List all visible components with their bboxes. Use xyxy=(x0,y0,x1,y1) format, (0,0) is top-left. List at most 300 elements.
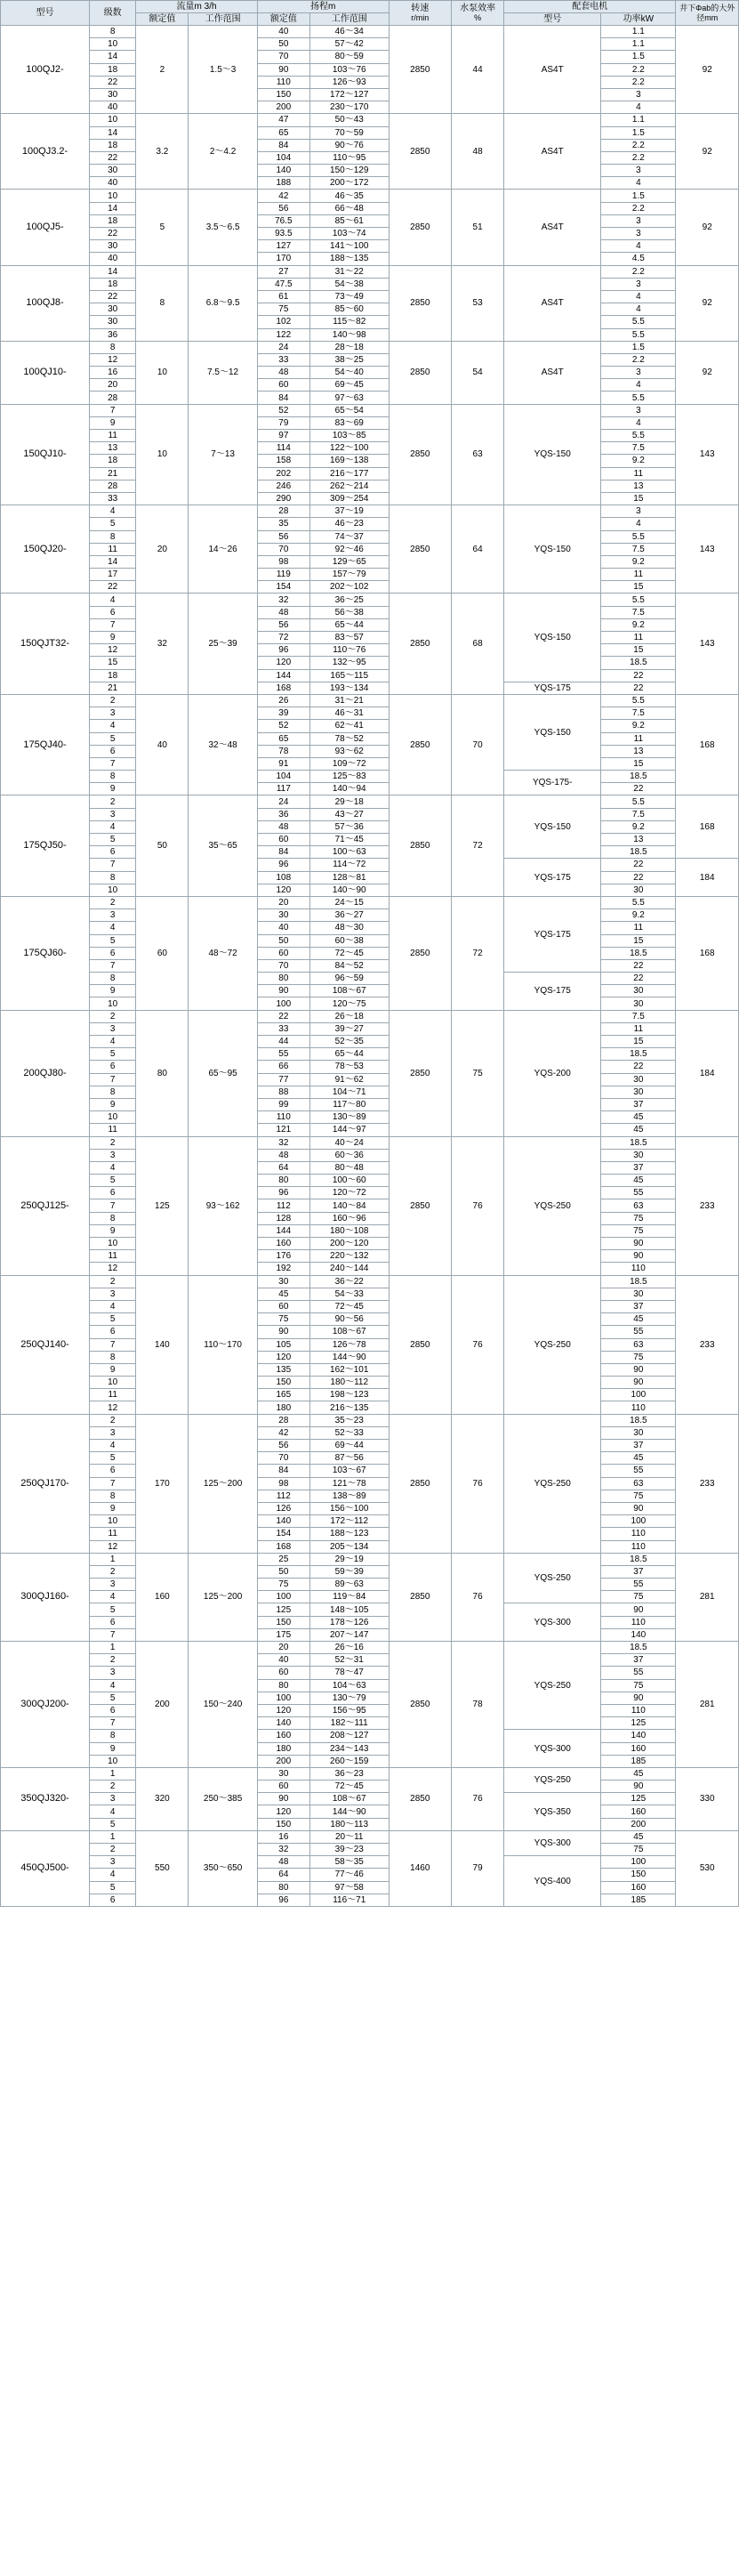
cell-head-rated: 98 xyxy=(257,1477,309,1490)
cell-head-range: 144～90 xyxy=(309,1805,389,1818)
table-row xyxy=(1,1440,739,1452)
cell-head-range: 150～129 xyxy=(309,165,389,177)
cell-head-range: 220～132 xyxy=(309,1250,389,1263)
cell-stage: 14 xyxy=(90,555,136,568)
cell-efficiency: 78 xyxy=(452,1642,504,1768)
cell-motor-model: YQS-150 xyxy=(504,795,601,859)
cell-model: 150QJT32- xyxy=(1,594,90,695)
cell-stage: 17 xyxy=(90,569,136,581)
cell-motor-power: 22 xyxy=(601,973,676,985)
cell-head-range: 60～36 xyxy=(309,1149,389,1161)
table-row xyxy=(1,518,739,530)
cell-stage: 40 xyxy=(90,177,136,190)
cell-head-range: 262～214 xyxy=(309,480,389,492)
cell-head-range: 114～72 xyxy=(309,859,389,871)
cell-head-range: 80～59 xyxy=(309,51,389,63)
cell-motor-power: 5.5 xyxy=(601,694,676,707)
table-row xyxy=(1,253,739,265)
cell-motor-model: AS4T xyxy=(504,26,601,114)
cell-motor-power: 15 xyxy=(601,757,676,770)
cell-head-range: 100～60 xyxy=(309,1175,389,1187)
cell-head-range: 36～25 xyxy=(309,594,389,606)
cell-flow-range: 7.5～12 xyxy=(189,341,257,404)
cell-head-range: 115～82 xyxy=(309,316,389,328)
table-row xyxy=(1,1692,739,1704)
table-row xyxy=(1,455,739,467)
cell-model: 100QJ5- xyxy=(1,190,90,265)
cell-motor-power: 9.2 xyxy=(601,909,676,922)
cell-stage: 5 xyxy=(90,834,136,846)
cell-head-rated: 154 xyxy=(257,1528,309,1540)
cell-head-rated: 99 xyxy=(257,1098,309,1110)
cell-head-rated: 120 xyxy=(257,657,309,669)
cell-head-rated: 60 xyxy=(257,1667,309,1679)
table-row xyxy=(1,871,739,884)
cell-motor-power: 18.5 xyxy=(601,1553,676,1565)
cell-head-rated: 44 xyxy=(257,1036,309,1048)
cell-motor-power: 140 xyxy=(601,1730,676,1742)
cell-head-rated: 175 xyxy=(257,1628,309,1641)
cell-head-rated: 32 xyxy=(257,1136,309,1149)
cell-stage: 7 xyxy=(90,404,136,416)
table-row xyxy=(1,38,739,51)
cell-flow-range: 150～240 xyxy=(189,1642,257,1768)
cell-motor-power: 11 xyxy=(601,569,676,581)
cell-motor-model: YQS-150 xyxy=(504,594,601,682)
cell-head-rated: 65 xyxy=(257,126,309,139)
cell-stage: 8 xyxy=(90,771,136,783)
cell-head-range: 54～40 xyxy=(309,367,389,379)
cell-head-range: 65～44 xyxy=(309,1048,389,1061)
cell-head-rated: 246 xyxy=(257,480,309,492)
table-row xyxy=(1,606,739,618)
cell-efficiency: 48 xyxy=(452,114,504,190)
table-row xyxy=(1,126,739,139)
cell-head-range: 198～123 xyxy=(309,1389,389,1401)
header-motor: 配套电机 xyxy=(504,1,676,13)
table-row xyxy=(1,416,739,429)
cell-stage: 8 xyxy=(90,871,136,884)
cell-motor-model: YQS-250 xyxy=(504,1553,601,1603)
cell-speed: 2850 xyxy=(389,190,451,265)
header-stages: 级数 xyxy=(90,1,136,26)
cell-motor-power: 55 xyxy=(601,1579,676,1591)
cell-stage: 1 xyxy=(90,1767,136,1780)
cell-motor-power: 2.2 xyxy=(601,265,676,278)
cell-diameter: 330 xyxy=(676,1767,739,1830)
table-row xyxy=(1,884,739,896)
cell-head-rated: 180 xyxy=(257,1742,309,1755)
cell-motor-power: 125 xyxy=(601,1717,676,1730)
cell-motor-power: 37 xyxy=(601,1654,676,1667)
cell-head-range: 216～177 xyxy=(309,467,389,480)
cell-head-rated: 98 xyxy=(257,555,309,568)
cell-flow-range: 110～170 xyxy=(189,1275,257,1414)
cell-stage: 12 xyxy=(90,1401,136,1414)
cell-motor-power: 160 xyxy=(601,1805,676,1818)
table-row xyxy=(1,1730,739,1742)
cell-motor-power: 18.5 xyxy=(601,947,676,959)
cell-head-range: 39～27 xyxy=(309,1022,389,1035)
cell-efficiency: 76 xyxy=(452,1767,504,1830)
cell-motor-power: 75 xyxy=(601,1351,676,1363)
cell-motor-power: 1.5 xyxy=(601,341,676,353)
table-row xyxy=(1,909,739,922)
cell-head-rated: 125 xyxy=(257,1603,309,1616)
cell-head-range: 26～16 xyxy=(309,1642,389,1654)
cell-stage: 1 xyxy=(90,1553,136,1565)
table-row xyxy=(1,1086,739,1098)
table-row xyxy=(1,88,739,101)
cell-head-range: 100～63 xyxy=(309,846,389,859)
cell-head-range: 140～84 xyxy=(309,1199,389,1212)
cell-efficiency: 44 xyxy=(452,26,504,114)
cell-head-range: 72～45 xyxy=(309,1300,389,1312)
header-model: 型号 xyxy=(1,1,90,26)
cell-flow-rated: 5 xyxy=(136,190,189,265)
cell-stage: 3 xyxy=(90,1579,136,1591)
cell-motor-power: 15 xyxy=(601,644,676,657)
cell-stage: 10 xyxy=(90,1377,136,1389)
cell-motor-power: 5.5 xyxy=(601,430,676,442)
table-row xyxy=(1,1098,739,1110)
cell-motor-power: 15 xyxy=(601,581,676,594)
table-row xyxy=(1,922,739,934)
cell-head-rated: 90 xyxy=(257,1793,309,1805)
cell-motor-power: 18.5 xyxy=(601,846,676,859)
cell-head-range: 260～159 xyxy=(309,1755,389,1767)
cell-head-rated: 30 xyxy=(257,909,309,922)
cell-stage: 9 xyxy=(90,1224,136,1237)
cell-model: 175QJ60- xyxy=(1,896,90,1010)
table-row xyxy=(1,51,739,63)
cell-head-rated: 96 xyxy=(257,1187,309,1199)
cell-head-rated: 70 xyxy=(257,543,309,555)
cell-stage: 6 xyxy=(90,1704,136,1716)
cell-motor-power: 5.5 xyxy=(601,896,676,908)
cell-model: 150QJ20- xyxy=(1,505,90,594)
table-row xyxy=(1,669,739,682)
cell-head-range: 62～41 xyxy=(309,720,389,732)
cell-head-rated: 91 xyxy=(257,757,309,770)
cell-motor-power: 9.2 xyxy=(601,555,676,568)
cell-head-rated: 84 xyxy=(257,139,309,151)
cell-stage: 2 xyxy=(90,1565,136,1578)
cell-motor-power: 55 xyxy=(601,1667,676,1679)
cell-motor-power: 7.5 xyxy=(601,606,676,618)
cell-stage: 2 xyxy=(90,1781,136,1793)
cell-flow-range: 3.5～6.5 xyxy=(189,190,257,265)
cell-head-range: 52～33 xyxy=(309,1426,389,1439)
cell-diameter: 233 xyxy=(676,1136,739,1275)
cell-motor-power: 13 xyxy=(601,834,676,846)
cell-head-rated: 24 xyxy=(257,341,309,353)
cell-stage: 30 xyxy=(90,88,136,101)
cell-head-range: 91～62 xyxy=(309,1073,389,1086)
cell-stage: 7 xyxy=(90,757,136,770)
cell-stage: 4 xyxy=(90,1869,136,1881)
cell-head-range: 50～43 xyxy=(309,114,389,126)
cell-motor-power: 45 xyxy=(601,1313,676,1326)
cell-motor-model: YQS-175 xyxy=(504,682,601,694)
table-row xyxy=(1,1061,739,1073)
cell-flow-range: 2～4.2 xyxy=(189,114,257,190)
cell-flow-rated: 10 xyxy=(136,404,189,505)
table-row xyxy=(1,265,739,278)
cell-motor-power: 37 xyxy=(601,1161,676,1174)
cell-head-rated: 192 xyxy=(257,1263,309,1275)
table-row xyxy=(1,1389,739,1401)
table-row xyxy=(1,1844,739,1856)
cell-stage: 5 xyxy=(90,518,136,530)
cell-motor-power: 90 xyxy=(601,1250,676,1263)
cell-head-rated: 144 xyxy=(257,1224,309,1237)
cell-head-rated: 42 xyxy=(257,1426,309,1439)
cell-efficiency: 54 xyxy=(452,341,504,404)
cell-motor-power: 11 xyxy=(601,732,676,745)
cell-head-range: 71～45 xyxy=(309,834,389,846)
cell-flow-range: 14～26 xyxy=(189,505,257,594)
table-row xyxy=(1,1654,739,1667)
cell-head-rated: 40 xyxy=(257,26,309,38)
cell-head-rated: 180 xyxy=(257,1401,309,1414)
table-row xyxy=(1,1111,739,1124)
cell-head-rated: 84 xyxy=(257,392,309,404)
cell-motor-power: 37 xyxy=(601,1440,676,1452)
cell-speed: 2850 xyxy=(389,594,451,695)
cell-stage: 4 xyxy=(90,820,136,833)
cell-motor-model: YQS-175 xyxy=(504,896,601,972)
cell-motor-power: 45 xyxy=(601,1175,676,1187)
cell-motor-power: 75 xyxy=(601,1844,676,1856)
cell-model: 150QJ10- xyxy=(1,404,90,505)
table-row xyxy=(1,228,739,240)
cell-head-rated: 150 xyxy=(257,1377,309,1389)
table-row xyxy=(1,1579,739,1591)
cell-head-range: 36～23 xyxy=(309,1767,389,1780)
cell-motor-power: 3 xyxy=(601,505,676,518)
cell-diameter: 92 xyxy=(676,190,739,265)
cell-motor-power: 22 xyxy=(601,682,676,694)
cell-motor-power: 4 xyxy=(601,177,676,190)
cell-head-rated: 56 xyxy=(257,618,309,631)
cell-motor-power: 18.5 xyxy=(601,657,676,669)
cell-head-range: 85～60 xyxy=(309,303,389,316)
cell-head-rated: 96 xyxy=(257,644,309,657)
cell-stage: 36 xyxy=(90,328,136,341)
cell-motor-model: YQS-400 xyxy=(504,1856,601,1907)
cell-head-range: 234～143 xyxy=(309,1742,389,1755)
cell-flow-rated: 3.2 xyxy=(136,114,189,190)
cell-head-rated: 160 xyxy=(257,1238,309,1250)
cell-motor-power: 110 xyxy=(601,1528,676,1540)
cell-stage: 1 xyxy=(90,1642,136,1654)
cell-efficiency: 63 xyxy=(452,404,504,505)
cell-diameter: 143 xyxy=(676,505,739,594)
cell-head-range: 122～100 xyxy=(309,442,389,455)
cell-flow-range: 32～48 xyxy=(189,694,257,795)
cell-head-range: 116～71 xyxy=(309,1894,389,1906)
table-row xyxy=(1,430,739,442)
cell-head-rated: 48 xyxy=(257,367,309,379)
cell-motor-power: 18.5 xyxy=(601,1642,676,1654)
table-row xyxy=(1,1894,739,1906)
table-row xyxy=(1,1124,739,1136)
cell-diameter: 92 xyxy=(676,265,739,341)
cell-stage: 2 xyxy=(90,1010,136,1022)
cell-stage: 3 xyxy=(90,707,136,720)
cell-motor-power: 2.2 xyxy=(601,151,676,164)
cell-head-range: 35～23 xyxy=(309,1414,389,1426)
cell-motor-power: 30 xyxy=(601,1086,676,1098)
cell-head-rated: 121 xyxy=(257,1124,309,1136)
cell-head-rated: 128 xyxy=(257,1212,309,1224)
cell-head-range: 125～83 xyxy=(309,771,389,783)
cell-head-range: 130～79 xyxy=(309,1692,389,1704)
cell-stage: 5 xyxy=(90,1452,136,1465)
cell-head-rated: 290 xyxy=(257,492,309,505)
table-row xyxy=(1,101,739,114)
cell-head-rated: 52 xyxy=(257,720,309,732)
cell-stage: 18 xyxy=(90,669,136,682)
cell-head-rated: 200 xyxy=(257,101,309,114)
table-row xyxy=(1,1717,739,1730)
cell-motor-power: 18.5 xyxy=(601,1275,676,1288)
cell-head-rated: 32 xyxy=(257,1844,309,1856)
cell-stage: 30 xyxy=(90,316,136,328)
cell-head-rated: 188 xyxy=(257,177,309,190)
table-row xyxy=(1,1830,739,1843)
cell-flow-rated: 320 xyxy=(136,1767,189,1830)
cell-motor-model: YQS-175- xyxy=(504,771,601,795)
cell-motor-power: 30 xyxy=(601,997,676,1010)
cell-efficiency: 76 xyxy=(452,1553,504,1641)
cell-motor-power: 110 xyxy=(601,1540,676,1553)
cell-diameter: 530 xyxy=(676,1830,739,1906)
cell-flow-rated: 20 xyxy=(136,505,189,594)
cell-flow-rated: 2 xyxy=(136,26,189,114)
header-head: 扬程m xyxy=(257,1,389,13)
cell-stage: 22 xyxy=(90,151,136,164)
cell-motor-power: 1.1 xyxy=(601,38,676,51)
cell-head-rated: 70 xyxy=(257,959,309,972)
table-row xyxy=(1,1881,739,1894)
cell-stage: 12 xyxy=(90,644,136,657)
cell-diameter: 92 xyxy=(676,114,739,190)
cell-head-rated: 50 xyxy=(257,38,309,51)
cell-stage: 5 xyxy=(90,1818,136,1830)
cell-motor-power: 55 xyxy=(601,1326,676,1338)
cell-head-range: 172～112 xyxy=(309,1515,389,1528)
cell-motor-model: YQS-250 xyxy=(504,1642,601,1730)
cell-stage: 8 xyxy=(90,26,136,38)
table-row xyxy=(1,76,739,88)
cell-head-range: 132～95 xyxy=(309,657,389,669)
cell-head-rated: 105 xyxy=(257,1338,309,1351)
cell-head-rated: 33 xyxy=(257,353,309,366)
cell-head-rated: 202 xyxy=(257,467,309,480)
cell-motor-power: 4 xyxy=(601,240,676,253)
cell-efficiency: 76 xyxy=(452,1136,504,1275)
cell-motor-power: 3 xyxy=(601,404,676,416)
cell-motor-power: 22 xyxy=(601,1061,676,1073)
cell-head-range: 56～38 xyxy=(309,606,389,618)
cell-head-rated: 72 xyxy=(257,632,309,644)
cell-motor-power: 4 xyxy=(601,379,676,392)
cell-stage: 8 xyxy=(90,1086,136,1098)
cell-motor-power: 2.2 xyxy=(601,353,676,366)
cell-head-rated: 126 xyxy=(257,1502,309,1514)
cell-stage: 14 xyxy=(90,265,136,278)
cell-motor-power: 5.5 xyxy=(601,316,676,328)
cell-motor-power: 1.1 xyxy=(601,114,676,126)
cell-motor-power: 4 xyxy=(601,518,676,530)
cell-head-range: 57～36 xyxy=(309,820,389,833)
cell-diameter: 281 xyxy=(676,1553,739,1641)
cell-flow-range: 48～72 xyxy=(189,896,257,1010)
cell-head-range: 46～34 xyxy=(309,26,389,38)
table-row xyxy=(1,1351,739,1363)
cell-head-range: 148～105 xyxy=(309,1603,389,1616)
table-row xyxy=(1,757,739,770)
cell-head-range: 104～63 xyxy=(309,1679,389,1692)
cell-head-rated: 60 xyxy=(257,379,309,392)
cell-stage: 2 xyxy=(90,1844,136,1856)
cell-head-rated: 30 xyxy=(257,1275,309,1288)
cell-head-range: 43～27 xyxy=(309,808,389,820)
table-row xyxy=(1,846,739,859)
table-row xyxy=(1,543,739,555)
table-row xyxy=(1,1616,739,1628)
cell-stage: 12 xyxy=(90,1263,136,1275)
cell-head-range: 207～147 xyxy=(309,1628,389,1641)
cell-head-rated: 55 xyxy=(257,1048,309,1061)
cell-motor-power: 15 xyxy=(601,934,676,947)
cell-head-rated: 48 xyxy=(257,606,309,618)
cell-stage: 2 xyxy=(90,1654,136,1667)
cell-head-rated: 112 xyxy=(257,1199,309,1212)
cell-head-range: 156～100 xyxy=(309,1502,389,1514)
cell-speed: 2850 xyxy=(389,1136,451,1275)
cell-head-range: 157～79 xyxy=(309,569,389,581)
cell-flow-rated: 160 xyxy=(136,1553,189,1641)
cell-motor-power: 90 xyxy=(601,1238,676,1250)
cell-head-rated: 60 xyxy=(257,834,309,846)
cell-speed: 2850 xyxy=(389,694,451,795)
cell-head-range: 130～89 xyxy=(309,1111,389,1124)
cell-head-range: 92～46 xyxy=(309,543,389,555)
cell-head-range: 29～19 xyxy=(309,1553,389,1565)
cell-stage: 9 xyxy=(90,1098,136,1110)
cell-head-range: 80～48 xyxy=(309,1161,389,1174)
cell-head-range: 180～113 xyxy=(309,1818,389,1830)
cell-head-rated: 22 xyxy=(257,1010,309,1022)
cell-head-rated: 79 xyxy=(257,416,309,429)
cell-motor-model: AS4T xyxy=(504,190,601,265)
cell-model: 350QJ320- xyxy=(1,1767,90,1830)
cell-stage: 7 xyxy=(90,1477,136,1490)
cell-flow-rated: 50 xyxy=(136,795,189,897)
cell-stage: 10 xyxy=(90,997,136,1010)
cell-head-range: 74～37 xyxy=(309,530,389,543)
table-row xyxy=(1,1553,739,1565)
cell-head-range: 90～56 xyxy=(309,1313,389,1326)
cell-motor-power: 15 xyxy=(601,492,676,505)
cell-flow-range: 65～95 xyxy=(189,1010,257,1136)
cell-motor-power: 3 xyxy=(601,367,676,379)
cell-head-range: 78～53 xyxy=(309,1061,389,1073)
cell-head-range: 69～44 xyxy=(309,1440,389,1452)
